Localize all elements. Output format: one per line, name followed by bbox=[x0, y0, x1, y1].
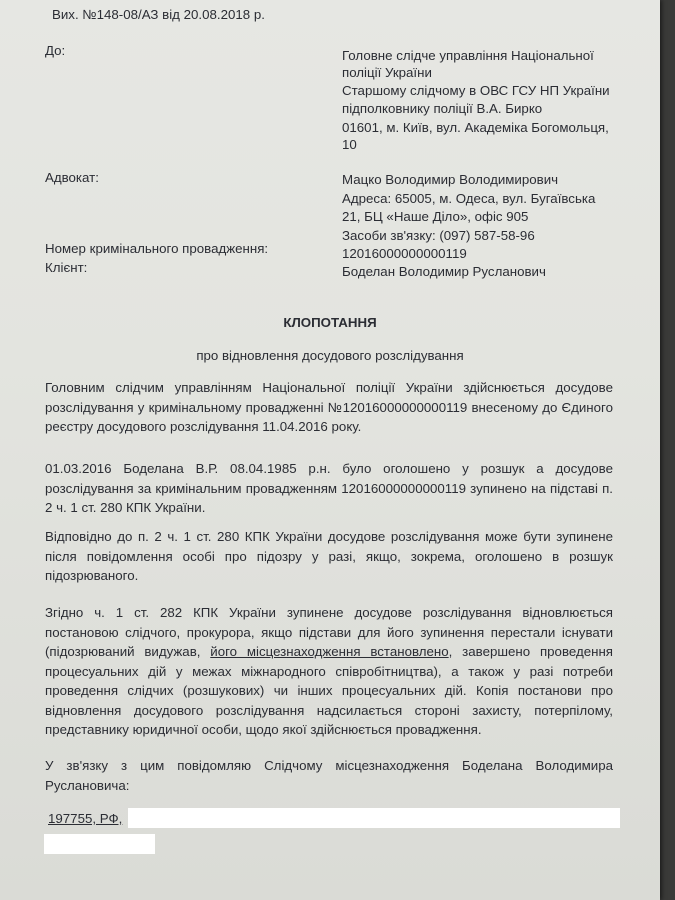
redaction-block bbox=[128, 808, 620, 828]
client-label: Клієнт: bbox=[45, 260, 88, 275]
client-value: Боделан Володимир Русланович bbox=[342, 264, 546, 279]
advocate-line-3: 21, БЦ «Наше Діло», офіс 905 bbox=[342, 209, 529, 224]
advocate-label: Адвокат: bbox=[45, 170, 99, 185]
paragraph-3: Відповідно до п. 2 ч. 1 ст. 280 КПК України досудове розслідування може бути зупинене після повідомлення особі про підозру у разі, якщо, зокрема, оголошено в розшук підозрюваного. bbox=[45, 529, 613, 583]
outgoing-ref: Вих. №148-08/АЗ від 20.08.2018 р. bbox=[52, 7, 265, 22]
document-title: КЛОПОТАННЯ bbox=[283, 315, 377, 330]
paragraph-1: Головним слідчим управлінням Національної поліції України здійснюється досудове розслідування у кримінальному провадженні №12016000000000119 внесеному до Єдиного реєстру досудового розслідування 11.04.2016 року. bbox=[45, 380, 613, 434]
to-line-4: підполковнику поліції В.А. Бирко bbox=[342, 101, 543, 116]
to-label: До: bbox=[45, 43, 66, 58]
advocate-line-2: Адреса: 65005, м. Одеса, вул. Бугаївська bbox=[342, 191, 596, 206]
paragraph-2: 01.03.2016 Боделана В.Р. 08.04.1985 р.н. було оголошено у розшук а досудове розслідування за кримінальним провадженням 12016000000000119 зупинено на підставі п. 2 ч. 1 ст. 280 КПК України. bbox=[45, 461, 613, 515]
to-line-3: Старшому слідчому в ОВС ГСУ НП України bbox=[342, 83, 610, 98]
to-line-6: 10 bbox=[342, 137, 357, 152]
paragraph-4 bbox=[45, 603, 613, 740]
paragraph-4-part-b: , завершено проведення процесуальних дій у межах міжнародного співробітництва), а також у разі потреби проведення слідчих (розшукових) чи інших процесуальних дій. Копія постанови про відновлення досудового розслідування надсилається стороні захисту, потерпілому, представнику юридичної особи, щодо якої здійснюється провадження. bbox=[45, 644, 614, 737]
to-line-1: Головне слідче управління Національної bbox=[342, 48, 594, 63]
address-prefix: 197755, РФ, bbox=[48, 811, 123, 826]
paragraph-4-underlined: його місцезнаходження встановлено bbox=[210, 644, 449, 659]
to-line-2: поліції України bbox=[342, 65, 432, 80]
to-line-5: 01601, м. Київ, вул. Академіка Богомольця, bbox=[342, 120, 609, 135]
paragraph-5: У зв'язку з цим повідомляю Слідчому місцезнаходження Боделана Володимира Руслановича: bbox=[45, 758, 613, 793]
paragraph-4-part-a: Згідно ч. 1 ст. 282 КПК України зупинене досудове розслідування відновлюється постановою слідчого, прокурора, якщо підстави для його зупинення перестали існувати (підозрюваний видужав, bbox=[45, 605, 613, 659]
document-subtitle: про відновлення досудового розслідування bbox=[196, 348, 464, 363]
redaction-block-2 bbox=[44, 834, 155, 854]
advocate-line-4: Засоби зв'язку: (097) 587-58-96 bbox=[342, 228, 535, 243]
advocate-line-1: Мацко Володимир Володимирович bbox=[342, 172, 559, 187]
case-number-label: Номер кримінального провадження: bbox=[45, 241, 269, 256]
case-number-value: 12016000000000119 bbox=[342, 246, 467, 261]
